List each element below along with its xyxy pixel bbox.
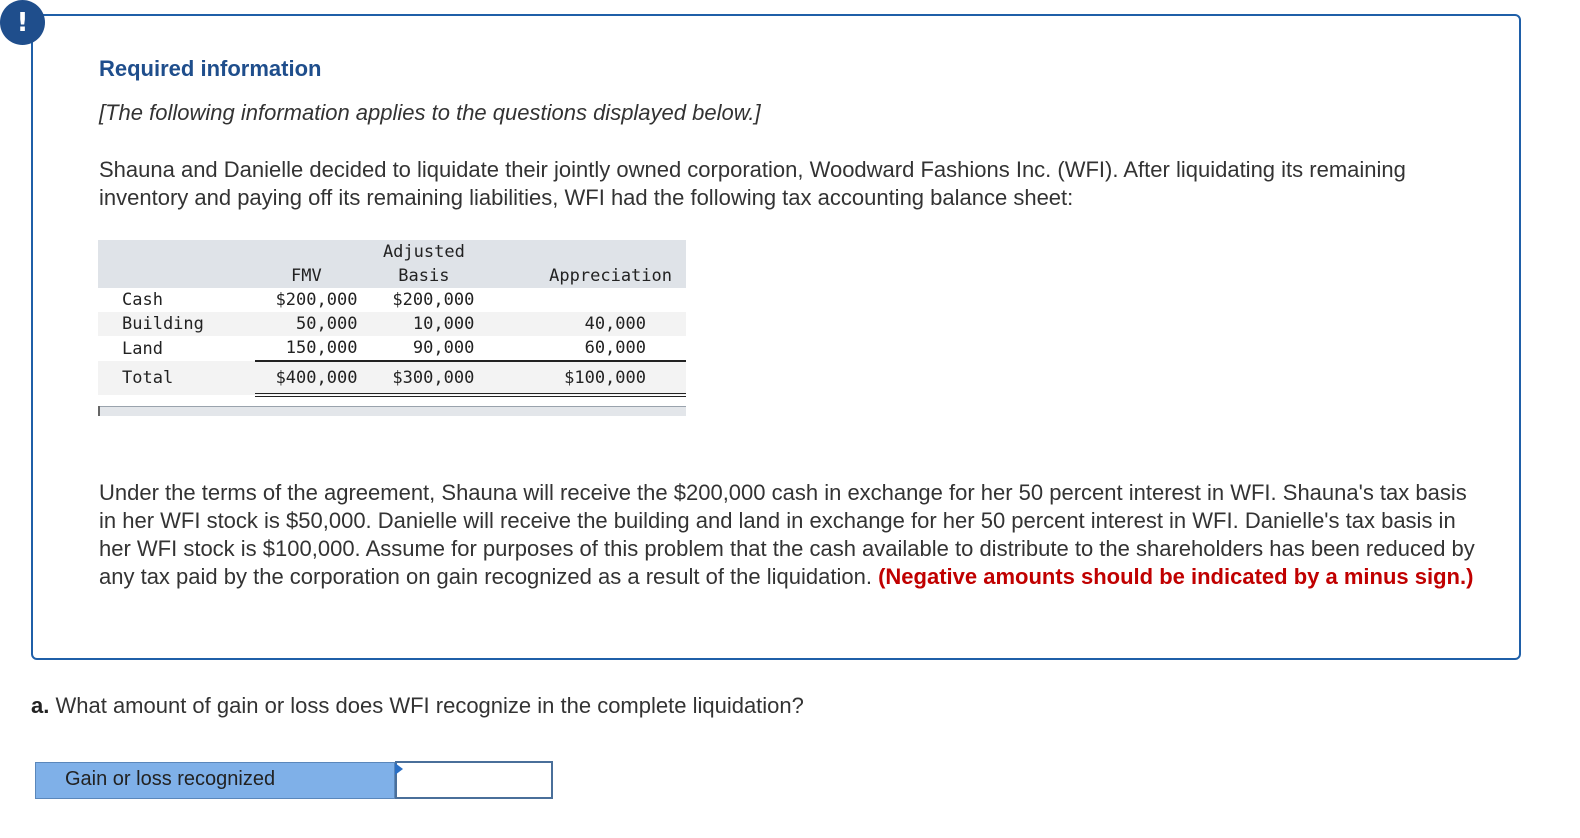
total-appreciation: $100,000 xyxy=(490,361,686,395)
header-adjusted-line2: Basis xyxy=(373,264,490,288)
instruction-text: (Negative amounts should be indicated by a minus sign.) xyxy=(878,564,1474,589)
row-fmv: 50,000 xyxy=(255,312,373,336)
question-prefix: a. xyxy=(31,693,50,718)
row-label: Building xyxy=(98,312,255,336)
header-adjusted-line1: Adjusted xyxy=(373,240,490,264)
answer-label: Gain or loss recognized xyxy=(35,762,395,799)
exclamation-icon: ! xyxy=(0,0,45,45)
balance-sheet xyxy=(98,240,686,416)
row-appreciation xyxy=(490,288,686,312)
terms-text: Under the terms of the agreement, Shauna will receive the $200,000 cash in exchange for her 50 percent interest in WFI. Shauna's tax basis in her WFI stock is $50,000. Danielle will receive the building and land in exchange for her 50 percent interest in WFI. Danielle's tax basis in her WFI stock is $100,000. Assume for purposes of this problem that the cash available to distribute to the shareholders has been reduced by any tax paid by the corporation on gain recognized as a result of the liquidation. xyxy=(99,480,1475,589)
question-text: What amount of gain or loss does WFI recognize in the complete liquidation? xyxy=(55,693,804,718)
terms-paragraph xyxy=(99,479,1489,591)
row-label: Cash xyxy=(122,290,163,310)
row-adjusted: 10,000 xyxy=(373,312,490,336)
total-adjusted: $300,000 xyxy=(373,361,490,395)
table-header-row xyxy=(98,240,686,264)
applies-note: [The following information applies to the questions displayed below.] xyxy=(99,100,761,125)
balance-sheet-table xyxy=(98,240,686,397)
table-row xyxy=(98,288,686,312)
row-fmv: 150,000 xyxy=(255,336,373,361)
header-appreciation: Appreciation xyxy=(490,264,686,288)
intro-paragraph: Shauna and Danielle decided to liquidate their jointly owned corporation, Woodward Fashions Inc. (WFI). After liquidating its remaining inventory and paying off its remaining liabilities, WFI had the following tax accounting balance sheet: xyxy=(99,157,1406,210)
row-adjusted: 90,000 xyxy=(373,336,490,361)
table-row xyxy=(98,312,686,336)
header-fmv: FMV xyxy=(255,264,373,288)
table-header-row xyxy=(98,264,686,288)
row-appreciation: 40,000 xyxy=(490,312,686,336)
total-label: Total xyxy=(98,361,255,395)
required-info-title: Required information xyxy=(99,56,322,81)
flag-icon xyxy=(395,763,403,775)
table-resize-handle xyxy=(98,406,100,416)
row-adjusted: $200,000 xyxy=(392,290,475,310)
row-fmv: $200,000 xyxy=(275,290,358,310)
table-row xyxy=(98,336,686,361)
question-a xyxy=(31,693,804,719)
total-row xyxy=(98,361,686,395)
row-appreciation: 60,000 xyxy=(490,336,686,361)
row-label: Land xyxy=(122,338,163,359)
table-scrollbar[interactable] xyxy=(98,406,686,416)
gain-loss-input[interactable] xyxy=(395,761,553,799)
total-fmv: $400,000 xyxy=(255,361,373,395)
